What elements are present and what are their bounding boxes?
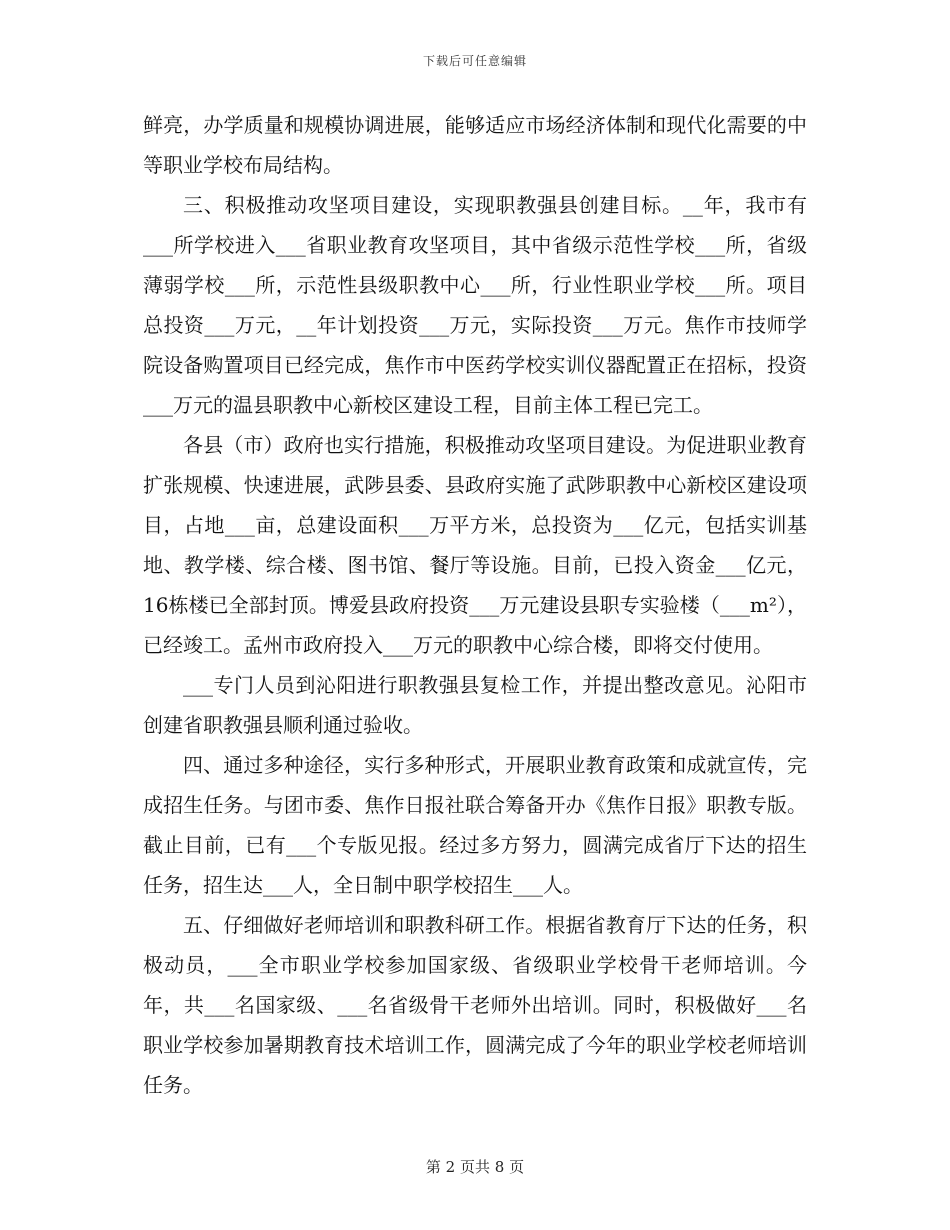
paragraph-qinyang-review: ___专门人员到沁阳进行职教强县复检工作，并提出整改意见。沁阳市创建省职教强县顺利通过验收。 bbox=[143, 673, 807, 737]
paragraph-section-three: 三、积极推动攻坚项目建设，实现职教强县创建目标。__年，我市有___所学校进入___省职业教育攻坚项目，其中省级示范性学校___所，省级薄弱学校___所，示范性县级职教中心___所，行业性职业学校___所。项目总投资___万元，__年计划投资___万元，实际投资___万元。焦作市技师学院设备购置项目已经完成，焦作市中医药学校实训仪器配置正在招标，投资___万元的温县职教中心新校区建设工程，目前主体工程已完工。 bbox=[143, 193, 807, 417]
paragraph-section-four: 四、通过多种途径，实行多种形式，开展职业教育政策和成就宣传，完成招生任务。与团市委、焦作日报社联合筹备开办《焦作日报》职教专版。截止目前，已有___个专版见报。经过多方努力，圆满完成省厅下达的招生任务，招生达___人，全日制中职学校招生___人。 bbox=[143, 753, 807, 897]
paragraph-section-five: 五、仔细做好老师培训和职教科研工作。根据省教育厅下达的任务，积极动员，___全市职业学校参加国家级、省级职业学校骨干老师培训。今年，共___名国家级、___名省级骨干老师外出培训。同时，积极做好___名职业学校参加暑期教育技术培训工作，圆满完成了今年的职业学校老师培训任务。 bbox=[143, 913, 807, 1097]
document-body bbox=[143, 105, 807, 1105]
paragraph-continuation: 鲜亮，办学质量和规模协调进展，能够适应市场经济体制和现代化需要的中等职业学校布局结构。 bbox=[143, 113, 807, 177]
paragraph-county-measures: 各县（市）政府也实行措施，积极推动攻坚项目建设。为促进职业教育扩张规模、快速进展，武陟县委、县政府实施了武陟职教中心新校区建设项目，占地___亩，总建设面积___万平方米，总投资为___亿元，包括实训基地、教学楼、综合楼、图书馆、餐厅等设施。目前，已投入资金___亿元，16栋楼已全部封顶。博爱县政府投资___万元建设县职专实验楼（___m²），已经竣工。孟州市政府投入___万元的职教中心综合楼，即将交付使用。 bbox=[143, 433, 807, 657]
page-number: 第 2 页共 8 页 bbox=[425, 1158, 525, 1176]
page-header: 下载后可任意编辑 bbox=[422, 54, 527, 68]
